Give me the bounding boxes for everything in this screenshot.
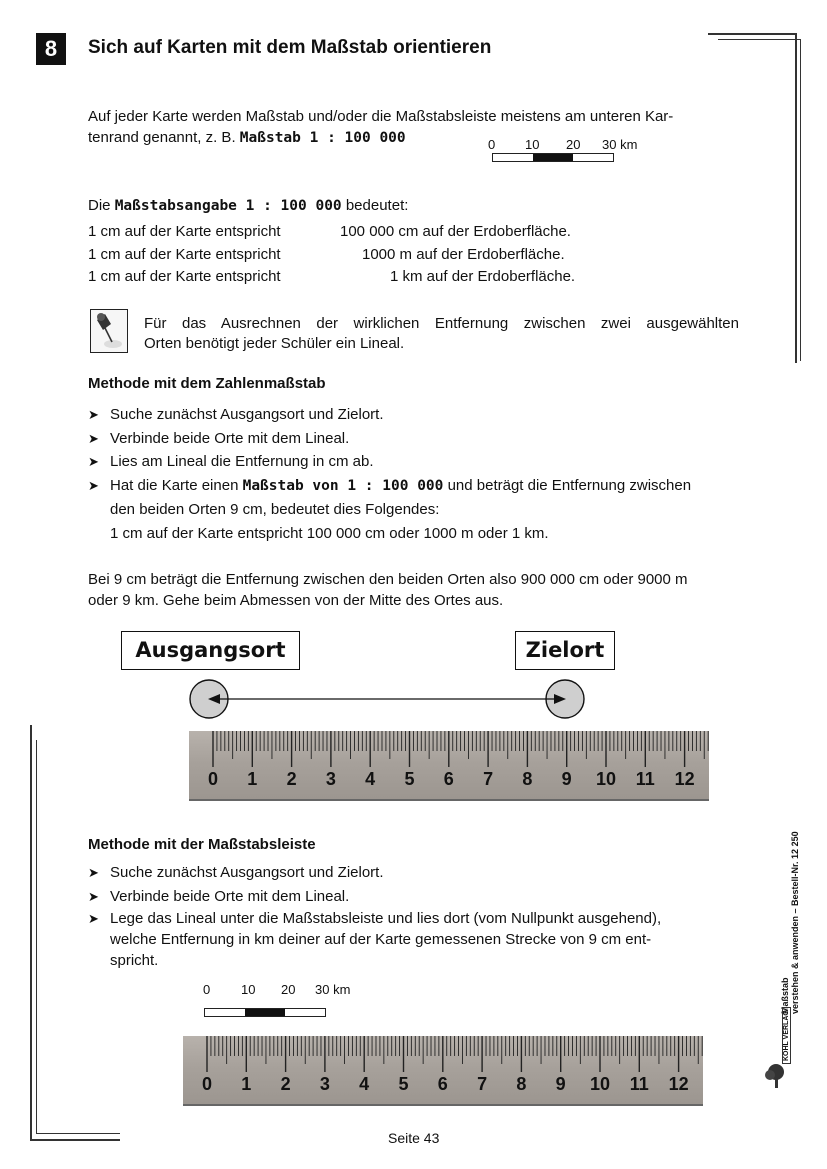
ruler-number: 9	[555, 1074, 566, 1094]
method1-b4-post: und beträgt die Entfernung zwischen	[447, 476, 692, 494]
scalebar-bottom-label-0: 0	[203, 982, 211, 997]
ruler-number: 0	[207, 769, 218, 789]
page-number: Seite 43	[388, 1130, 440, 1146]
list-item: ➤ Suche zunächst Ausgangsort und Zielort.	[88, 861, 748, 885]
start-place-label: Ausgangsort	[121, 631, 300, 670]
chapter-number: 8	[36, 33, 66, 65]
sidebar-subtitle: verstehen & anwenden – Bestell-Nr. 12 250	[790, 831, 800, 1014]
list-item: ➤ Suche zunächst Ausgangsort und Zielort.	[88, 403, 748, 427]
intro-scale-bold: Maßstab 1 : 100 000	[239, 130, 406, 146]
tree-icon	[762, 1060, 792, 1090]
ruler-number: 5	[404, 769, 415, 789]
scalebar-bottom-black-segment	[245, 1009, 285, 1016]
list-item: ➤ Lies am Lineal die Entfernung in cm ab.	[88, 450, 748, 474]
ruler-top	[189, 731, 709, 801]
ruler-number: 8	[522, 769, 533, 789]
list-item: ➤ Verbinde beide Orte mit dem Lineal.	[88, 427, 748, 451]
frame-top-right	[708, 33, 796, 35]
ruler-number: 11	[635, 769, 655, 789]
list-item	[88, 908, 748, 971]
ruler-number: 1	[247, 769, 258, 789]
ruler-number: 4	[365, 769, 376, 789]
frame-top-right-2	[718, 39, 800, 40]
scalebar-top-label-10: 10	[525, 137, 540, 152]
meaning-row-2-right: 1000 m auf der Erdoberfläche.	[362, 246, 565, 263]
frame-right-2	[800, 39, 801, 361]
ruler-number: 6	[437, 1074, 448, 1094]
method1-b4-bold: Maßstab von 1 : 100 000	[242, 477, 444, 494]
pushpin-icon	[90, 309, 128, 353]
frame-bottom-2	[36, 1133, 120, 1134]
ruler-number: 7	[483, 769, 494, 789]
intro-line-1: Auf jeder Karte werden Maßstab und/oder die Maßstabsleiste meistens am unteren Kar-	[88, 108, 674, 125]
meaning-row-2-left: 1 cm auf der Karte entspricht	[88, 246, 281, 263]
scalebar-bottom-bar	[204, 1008, 326, 1017]
meaning-row-1-left: 1 cm auf der Karte entspricht	[88, 223, 281, 240]
ruler-number: 6	[443, 769, 454, 789]
scalebar-top-label-0: 0	[488, 137, 496, 152]
meaning-row-1-right: 100 000 cm auf der Erdoberfläche.	[340, 223, 571, 240]
scalebar-top-label-30: 30 km	[602, 137, 638, 152]
method2-heading: Methode mit der Maßstabsleiste	[88, 836, 316, 853]
method2-b3-line2: welche Entfernung in km deiner auf der Karte gemessenen Strecke von 9 cm ent-	[110, 931, 652, 948]
method1-heading: Methode mit dem Zahlenmaßstab	[88, 375, 326, 392]
scalebar-bottom-label-30: 30 km	[315, 982, 351, 997]
publisher-logo	[762, 1010, 792, 1090]
meaning-bold: Maßstabsangabe 1 : 100 000	[114, 198, 342, 214]
meaning-suffix: bedeutet:	[345, 197, 409, 214]
ruler-number: 2	[286, 769, 297, 789]
scalebar-bottom-label-10: 10	[241, 982, 256, 997]
frame-bottom	[30, 1139, 120, 1141]
ruler-number: 4	[359, 1074, 370, 1094]
ruler-number: 0	[201, 1074, 212, 1094]
frame-left-2	[36, 740, 37, 1133]
distance-arrow	[180, 675, 600, 725]
method2-b3-line3: spricht.	[110, 952, 159, 969]
method1-b4-line3: 1 cm auf der Karte entspricht 100 000 cm oder 1000 m oder 1 km.	[110, 524, 549, 542]
scalebar-top-label-20: 20	[566, 137, 581, 152]
ruler-number: 3	[325, 769, 336, 789]
meaning-prefix: Die	[88, 197, 111, 214]
ruler-number: 8	[516, 1074, 527, 1094]
end-place-label: Zielort	[515, 631, 615, 670]
ruler-number: 10	[589, 1074, 611, 1094]
ruler-number: 5	[398, 1074, 409, 1094]
list-item: ➤ Verbinde beide Orte mit dem Lineal.	[88, 885, 748, 909]
frame-left	[30, 725, 32, 1140]
intro-line-2-text: tenrand genannt, z. B.	[88, 129, 236, 146]
publisher-name: KOHL VERLAG	[782, 1007, 791, 1064]
ruler-number: 7	[477, 1074, 488, 1094]
meaning-intro	[88, 195, 408, 217]
ruler-bottom	[183, 1036, 703, 1106]
ruler-number: 9	[561, 769, 572, 789]
summary-line-2: oder 9 km. Gehe beim Abmessen von der Mitte des Ortes aus.	[88, 592, 504, 609]
note-line-1: Für das Ausrechnen der wirklichen Entfernung zwischen zwei ausgewählten	[144, 315, 739, 332]
ruler-number: 11	[629, 1074, 649, 1094]
ruler-number: 2	[280, 1074, 291, 1094]
ruler-number: 3	[319, 1074, 330, 1094]
list-item	[88, 474, 748, 546]
ruler-number: 12	[674, 769, 695, 789]
method1-b4-pre: Hat die Karte einen	[110, 476, 239, 494]
meaning-row-3-left: 1 cm auf der Karte entspricht	[88, 268, 281, 285]
method2-b3-line1: Lege das Lineal unter die Maßstabsleiste und lies dort (vom Nullpunkt ausgehend),	[110, 910, 662, 927]
frame-right	[795, 33, 797, 363]
scalebar-top-black-segment	[533, 154, 573, 161]
note-line-2: Orten benötigt jeder Schüler ein Lineal.	[144, 335, 405, 352]
meaning-row-3-right: 1 km auf der Erdoberfläche.	[390, 268, 576, 285]
method2-list	[88, 861, 748, 971]
method1-list	[88, 403, 748, 545]
scalebar-top-bar	[492, 153, 614, 162]
method1-b4-line2: den beiden Orten 9 cm, bedeutet dies Folgendes:	[110, 501, 440, 518]
page-title: Sich auf Karten mit dem Maßstab orientieren	[88, 37, 492, 58]
sidebar-title: Maßstab	[780, 977, 790, 1014]
intro-line-2	[88, 127, 406, 149]
ruler-number: 12	[668, 1074, 689, 1094]
scalebar-bottom-label-20: 20	[281, 982, 296, 997]
summary-line-1: Bei 9 cm beträgt die Entfernung zwischen den beiden Orten also 900 000 cm oder 9000 m	[88, 571, 688, 588]
ruler-number: 10	[595, 769, 617, 789]
ruler-number: 1	[241, 1074, 252, 1094]
